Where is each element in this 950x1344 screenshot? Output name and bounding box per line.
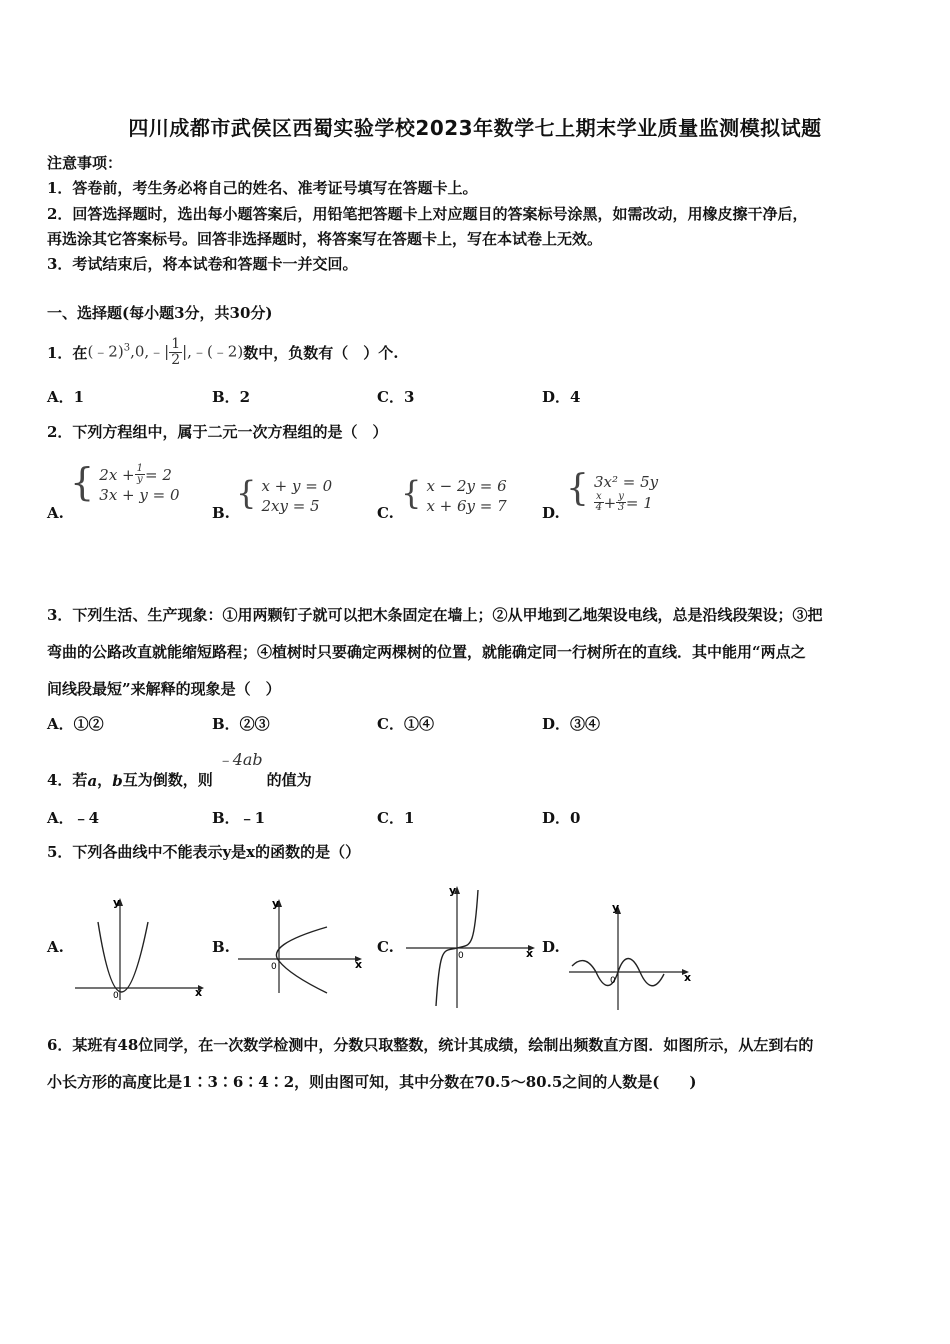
q4-sep: ，: [97, 771, 113, 789]
q2d-mid: +: [603, 493, 617, 512]
page-title: 四川成都市武侯区西蜀实验学校2023年数学七上期末学业质量监测模拟试题: [128, 116, 822, 140]
question-5: 5．下列各曲线中不能表示y是x的函数的是（）: [47, 843, 361, 861]
q5d-axis-y: y: [612, 901, 620, 914]
q2-system-b: { x + y = 0 2xy = 5: [236, 474, 333, 515]
q2b-l1: x + y = 0: [261, 477, 333, 495]
question-1: [47, 332, 398, 372]
q5b-axis-x: x: [355, 958, 363, 971]
q5-label-c: C.: [377, 938, 394, 956]
notice-line: 3．考试结束后，将本试卷和答题卡一并交回。: [47, 255, 358, 273]
q4-mid: 互为倒数，则: [122, 771, 213, 789]
q5b-origin: 0: [271, 962, 277, 972]
q1-expr-c: |,﹣(﹣2): [182, 342, 244, 360]
q5d-axis-x: x: [684, 971, 692, 984]
q1-option-a: A．1: [47, 388, 85, 406]
question-3-line: 弯曲的公路改直就能缩短路程；④植树时只要确定两棵树的位置，就能确定同一行树所在的直线．其中能用“两点之: [47, 643, 806, 661]
q5c-origin: 0: [458, 951, 464, 961]
q4-b: b: [112, 772, 123, 790]
q5a-axis-y: y: [113, 896, 121, 909]
q5-label-a: A.: [47, 938, 64, 956]
q1-option-b: B．2: [212, 388, 251, 406]
q2d-l1: 3x² = 5y: [594, 473, 659, 491]
question-2: 2．下列方程组中，属于二元一次方程组的是（ ）: [47, 423, 388, 441]
q4-option-d: D．0: [542, 809, 581, 827]
q4-a: a: [87, 772, 98, 790]
q3-option-d: D．③④: [542, 715, 601, 733]
q4-suffix: 的值为: [266, 771, 312, 789]
q5c-axis-y: y: [449, 884, 457, 897]
q2-system-c: { x − 2y = 6 x + 6y = 7: [401, 474, 507, 515]
q3-option-c: C．①④: [377, 715, 434, 733]
q2a-l2: 3x + y = 0: [99, 486, 180, 504]
q5a-origin: 0: [113, 991, 119, 1001]
q5-label-d: D.: [542, 938, 560, 956]
q4-option-a: A．﹣4: [47, 809, 100, 827]
q5a-axis-x: x: [195, 986, 203, 999]
q2-label-a: A.: [47, 504, 64, 522]
q5d-origin: 0: [610, 976, 616, 986]
question-3-line: 3．下列生活、生产现象：①用两颗钉子就可以把木条固定在墙上；②从甲地到乙地架设电线，总是沿线段架设；③把: [47, 606, 823, 624]
notice-line: 1．答卷前，考生务必将自己的姓名、准考证号填写在答题卡上。: [47, 179, 478, 197]
q2-system-a: { 2x + $\frac{1}{y}$ = 2 3x + y = 0: [70, 460, 180, 504]
q3-option-b: B．②③: [212, 715, 270, 733]
q2a-frac: $\frac{1}{y}$: [136, 463, 143, 485]
notice-line: 2．回答选择题时，选出每小题答案后，用铅笔把答题卡上对应题目的答案标号涂黑，如需改动，用橡皮擦干净后，: [47, 205, 808, 223]
q4-expr: ﹣4ab: [216, 750, 263, 769]
q5-graph-c-cubic: [402, 882, 540, 1010]
question-4: [47, 746, 312, 790]
q4-option-b: B．﹣1: [212, 809, 266, 827]
q1-exponent: 3: [123, 342, 131, 353]
q1-suffix: 数中，负数有（ ）个.: [243, 343, 399, 362]
q2a-l1a: 2x +: [99, 465, 135, 484]
q2d-frac-y: $\frac{y}{3}$: [617, 491, 625, 513]
q2a-l1b: = 2: [145, 465, 172, 484]
q1-option-c: C．3: [377, 388, 415, 406]
q4-prefix: 4．若: [47, 771, 88, 789]
q2-label-c: C.: [377, 504, 394, 522]
q5b-axis-y: y: [272, 897, 280, 910]
q2b-l2: 2xy = 5: [261, 497, 320, 515]
notice-heading: 注意事项：: [47, 154, 123, 172]
q2d-end: = 1: [625, 493, 653, 512]
question-6-line: 6．某班有48位同学，在一次数学检测中，分数只取整数，统计其成绩，绘制出频数直方图．如图所示，从左到右的: [47, 1036, 814, 1054]
q5-graph-b-sideways-parabola: [235, 895, 365, 997]
q3-option-a: A．①②: [47, 715, 104, 733]
q2-label-b: B.: [212, 504, 230, 522]
notice-line: 再选涂其它答案标号。回答非选择题时，将答案写在答题卡上，写在本试卷上无效。: [47, 230, 603, 248]
q2c-l1: x − 2y = 6: [426, 477, 507, 495]
q2d-frac-x: $\frac{x}{4}$: [595, 491, 602, 513]
section-heading: 一、选择题(每小题3分，共30分): [47, 304, 273, 322]
q1-expr-b: ,0,﹣|: [130, 342, 170, 360]
q1-prefix: 1．在: [47, 343, 88, 362]
q5-label-b: B.: [212, 938, 230, 956]
question-3-line: 间线段最短”来解释的现象是（ ）: [47, 680, 281, 698]
q5-graph-a-parabola: [70, 892, 205, 1004]
q2-label-d: D.: [542, 504, 560, 522]
q5c-axis-x: x: [526, 947, 534, 960]
q2c-l2: x + 6y = 7: [426, 497, 507, 515]
q4-option-c: C．1: [377, 809, 415, 827]
q2-system-d: { 3x² = 5y $\frac{x}{4}$ + $\frac{y}{3}$ = 1: [566, 468, 659, 513]
q1-option-d: D．4: [542, 388, 581, 406]
q1-fraction: $\frac{1}{2}$: [171, 335, 181, 368]
q5-graph-d-wave: [566, 900, 696, 1012]
question-6-line: 小长方形的高度比是1∶3∶6∶4∶2，则由图可知，其中分数在70.5～80.5之间的人数是( ): [47, 1073, 697, 1091]
q1-expr-a: (﹣2): [87, 342, 124, 360]
